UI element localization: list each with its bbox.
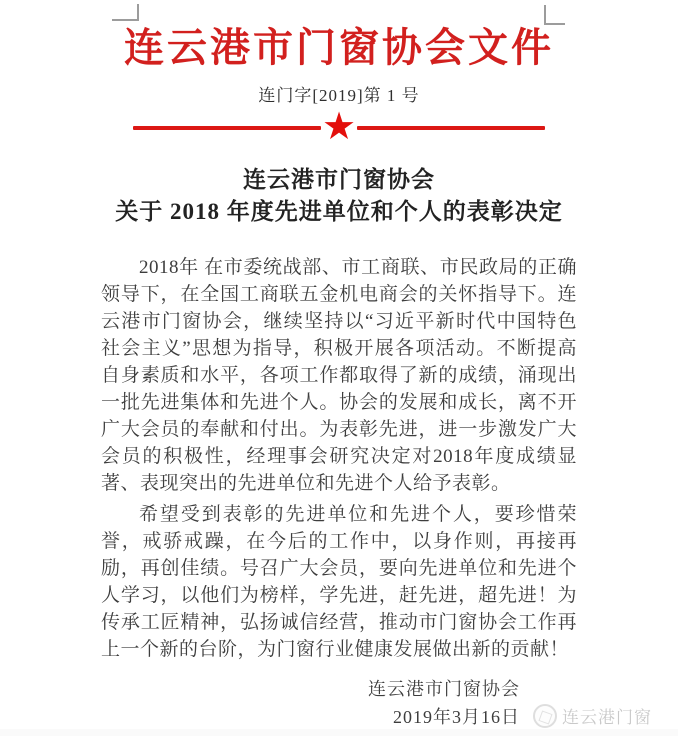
document-number: 连门字[2019]第 1 号 [258, 86, 420, 105]
red-star-icon: ★ [321, 104, 357, 148]
document-body [101, 254, 577, 663]
red-line-right [357, 126, 545, 130]
text-boundary-mark-left [112, 4, 139, 21]
bottom-strip [0, 729, 678, 736]
red-divider [133, 104, 545, 148]
document-title-line1: 连云港市门窗协会 [243, 167, 435, 192]
body-paragraph-1: 2018年 在市委统战部、市工商联、市民政局的正确领导下，在全国工商联五金机电商会的关怀指导下。连云港市门窗协会，继续坚持以“习近平新时代中国特色社会主义”思想为指导，积极开展各项活动。不断提高自身素质和水平，各项工作都取得了新的成绩，涌现出一批先进集体和先进个人。协会的发展和成长，离不开广大会员的奉献和付出。为表彰先进，进一步激发广大会员的积极性，经理事会研究决定对2018年度成绩显著、表现突出的先进单位和先进个人给予表彰。 [101, 257, 577, 494]
watermark-logo-icon [533, 704, 557, 728]
signature-date: 2019年3月16日 [393, 707, 520, 727]
red-line-left [133, 126, 321, 130]
watermark-label: 连云港门窗 [562, 708, 652, 727]
signature-org: 连云港市门窗协会 [368, 679, 520, 699]
body-paragraph-2: 希望受到表彰的先进单位和先进个人，要珍惜荣誉，戒骄戒躁，在今后的工作中，以身作则，再接再励，再创佳绩。号召广大会员，要向先进单位和先进个人学习，以他们为榜样，学先进，赶先进，超先进！为传承工匠精神，弘扬诚信经营，推动市门窗协会工作再上一个新的台阶，为门窗行业健康发展做出新的贡献！ [101, 504, 577, 660]
document-header-title: 连云港市门窗协会文件 [124, 25, 554, 70]
document-title-line2: 关于 2018 年度先进单位和个人的表彰决定 [115, 199, 563, 224]
document-title [0, 164, 678, 228]
text-boundary-mark-right [544, 5, 565, 25]
signature-block [0, 675, 520, 731]
watermark [533, 703, 652, 728]
